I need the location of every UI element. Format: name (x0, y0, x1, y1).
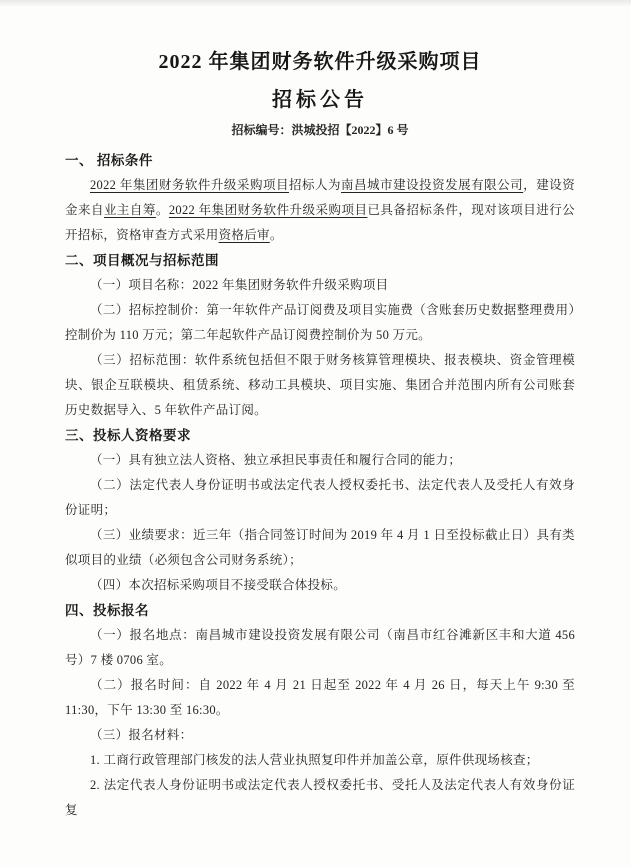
paragraph (65, 523, 575, 573)
text-segment: （二）法定代表人身份证明书或法定代表人授权委托书、法定代表人及受托人有效身份证明； (65, 478, 575, 517)
document-sections (65, 148, 575, 823)
text-segment: 。 (269, 228, 283, 242)
underlined-text: 2022 年集团财务软件升级采购项目 (90, 178, 289, 192)
paragraph (65, 448, 575, 473)
paragraph (65, 623, 575, 673)
text-segment: （二）报名时间：自 2022 年 4 月 21 日起至 2022 年 4 月 26 日，每天上午 9:30 至 11:30，下午 13:30 至 16:30。 (65, 678, 575, 717)
text-segment: 2. 法定代表人身份证明书或法定代表人授权委托书、受托人及法定代表人有效身份证复 (65, 778, 575, 817)
section-heading: 一、 招标条件 (65, 153, 153, 168)
text-segment: （二）招标控制价：第一年软件产品订阅费及项目实施费（含账套历史数据整理费用）控制价为 110 万元；第二年起软件产品订阅费控制价为 50 万元。 (65, 303, 575, 342)
text-segment: 1. 工商行政管理部门核发的法人营业执照复印件并加盖公章，原件供现场核查； (90, 753, 539, 767)
document-subtitle: 招标公告 (272, 89, 368, 111)
paragraph (65, 473, 575, 523)
document-title: 2022 年集团财务软件升级采购项目 (158, 51, 482, 73)
text-segment: ，建设资金来自 (65, 178, 576, 217)
text-segment: （三）报名材料： (90, 728, 193, 742)
text-segment: 已具备招标条件，现对该项目进行公开招标，资格审查方式采用 (65, 203, 575, 242)
text-segment: （一）具有独立法人资格、独立承担民事责任和履行合同的能力； (90, 453, 462, 467)
underlined-text: 资格后审 (218, 228, 270, 242)
text-segment: （一）报名地点：南昌城市建设投资发展有限公司（南昌市红谷滩新区丰和大道 456 号）7 楼 0706 室。 (65, 628, 575, 667)
underlined-text: 业主自筹 (103, 203, 156, 217)
text-segment: 。 (155, 203, 169, 217)
underlined-text: 2022 年集团财务软件升级采购项目 (168, 203, 368, 217)
paragraph (65, 773, 575, 823)
text-segment: （三）招标范围：软件系统包括但不限于财务核算管理模块、报表模块、资金管理模块、银企互联模块、租赁系统、移动工具模块、项目实施、集团合并范围内所有公司账套历史数据导入、5 年软件产品订阅。 (65, 353, 575, 417)
text-segment: （一）项目名称：2022 年集团财务软件升级采购项目 (90, 278, 389, 292)
paragraph (65, 723, 575, 748)
paragraph (65, 173, 575, 248)
section-heading: 三、投标人资格要求 (65, 428, 191, 443)
section-heading: 四、投标报名 (65, 603, 149, 618)
paragraph (65, 573, 575, 598)
paragraph (65, 298, 575, 348)
text-segment: 招标人为 (288, 178, 342, 192)
paragraph (65, 273, 575, 298)
text-segment: （四）本次招标采购项目不接受联合体投标。 (90, 578, 347, 592)
paragraph (65, 748, 575, 773)
tender-number: 招标编号：洪城投招【2022】6 号 (231, 123, 409, 137)
section-heading: 二、项目概况与招标范围 (65, 253, 219, 268)
paragraph (65, 673, 575, 723)
text-segment: （三）业绩要求：近三年（指合同签订时间为 2019 年 4 月 1 日至投标截止日）具有类似项目的业绩（必须包含公司财务系统）； (65, 528, 575, 567)
paragraph (65, 348, 575, 423)
underlined-text: 南昌城市建设投资发展有限公司 (341, 178, 524, 192)
